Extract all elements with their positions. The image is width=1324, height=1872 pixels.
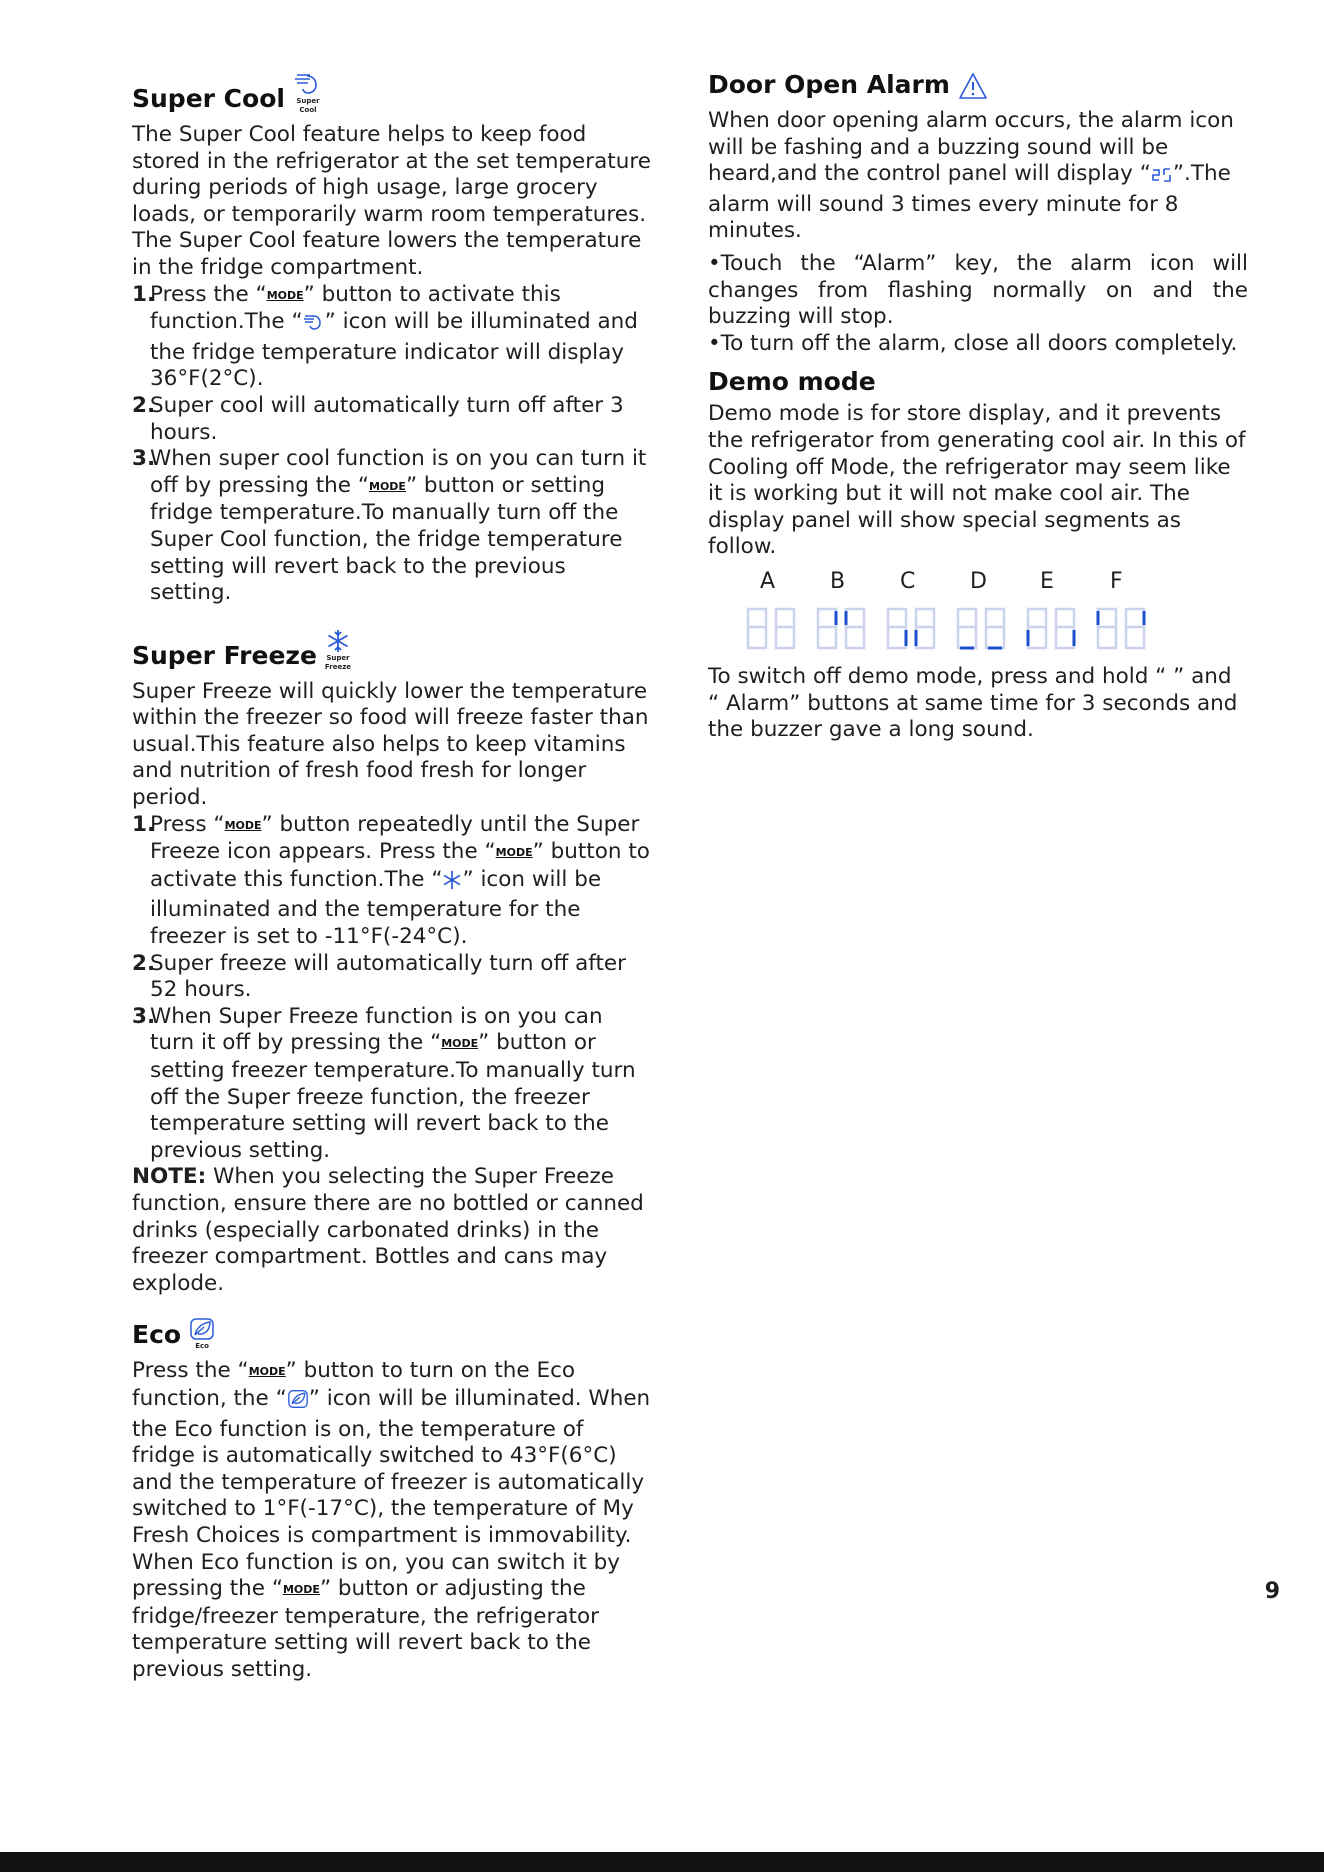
step-text: ” icon will be illuminated and the temperature for the freezer is set to -11°F(-24°C).	[150, 866, 602, 950]
door-open-alarm-section	[708, 70, 1248, 357]
super-freeze-title: Super Freeze	[132, 640, 317, 670]
step-text: ” button to activate this function.The “	[150, 281, 561, 335]
segment-display-d	[954, 606, 1010, 652]
super-cool-icon	[293, 70, 323, 114]
segment-display-a	[744, 606, 800, 652]
step-text: ” button or setting freezer temperature.To manually turn off the Super freeze function, the freezer temperature setting will revert back to the previous setting.	[150, 1030, 636, 1163]
step-number: 3.	[132, 1003, 156, 1029]
eco-icon-label: Eco	[195, 1342, 209, 1351]
super-freeze-note	[132, 1164, 652, 1297]
segment-display-e	[1024, 606, 1080, 652]
super-cool-icon-label-bottom: Cool	[299, 106, 317, 114]
eco-text: ” icon will be illuminated. When the Eco function is on, the temperature of fridge is automatically switched to 43°F(6°C) and the temperature of freezer is automatically switched to 1°F(-17°C), the temperature of My Fresh Choices is compartment is immovability. When Eco function is on, you can switch it by pressing the “	[132, 1385, 651, 1602]
segment-letter-a: A	[760, 568, 776, 594]
eco-text: ” button to turn on the Eco function, the “	[132, 1358, 576, 1411]
step-text: ” button to activate this function.The “	[150, 839, 650, 892]
door-alarm-text: ”.The alarm will sound 3 times every minute for 8 minutes.	[708, 161, 1231, 244]
mode-button-label: MODE	[266, 288, 304, 302]
door-alarm-paragraph	[708, 108, 1248, 245]
door-alarm-text: When door opening alarm occurs, the alarm icon will be fashing and a buzzing sound will be heard,and the control panel will display “	[708, 108, 1234, 187]
step-text: ” icon will be illuminated and the fridge temperature indicator will display 36°F(2°C).	[150, 309, 638, 392]
demo-mode-exit-paragraph: To switch off demo mode, press and hold “ ” and “ Alarm” buttons at same time for 3 seconds and the buzzer gave a long sound.	[708, 663, 1238, 743]
left-column	[132, 70, 652, 1683]
mode-button-label: MODE	[441, 1037, 479, 1051]
super-cool-step-3	[132, 446, 652, 607]
super-freeze-icon-label-top: Super	[326, 653, 350, 662]
super-cool-icon-label-top: Super	[296, 97, 320, 105]
super-cool-intro-1: The Super Cool feature helps to keep food stored in the refrigerator at the set temperature during periods of high usage, large grocery loads, or temporarily warm room temperatures.	[132, 122, 651, 227]
eco-text: ” button or adjusting the fridge/freezer temperature, the refrigerator temperature setting will revert back to the previous setting.	[132, 1576, 599, 1682]
eco-inline-icon	[287, 1389, 309, 1417]
door-open-alarm-heading	[708, 70, 1248, 100]
super-freeze-step-2	[132, 951, 652, 1004]
super-cool-title: Super Cool	[132, 84, 285, 113]
segment-display-c	[884, 606, 940, 652]
mode-button-label: MODE	[224, 818, 262, 832]
super-cool-step-1	[132, 282, 652, 393]
step-text: When Super Freeze function is on you can turn it off by pressing the “	[150, 1003, 603, 1056]
step-text: ” button or setting fridge temperature.To manually turn off the Super Cool function, the fridge temperature setting will revert back to the previous setting.	[150, 472, 623, 606]
super-freeze-step-1	[132, 812, 652, 951]
snowflake-icon	[325, 629, 351, 671]
step-text: ” button repeatedly until the Super Freeze icon appears. Press the “	[150, 811, 640, 865]
segment-letter-c: C	[900, 568, 916, 594]
eco-paragraph	[132, 1358, 652, 1683]
super-freeze-heading	[132, 629, 652, 671]
segment-letters	[760, 569, 1248, 594]
step-text: Super cool will automatically turn off after 3 hours.	[150, 392, 624, 445]
segment-display-f	[1094, 606, 1150, 652]
note-label: NOTE:	[132, 1164, 207, 1190]
step-text: Press the “	[150, 281, 267, 307]
segment-display-b	[814, 606, 870, 652]
demo-mode-section	[708, 367, 1248, 743]
segment-letter-b: B	[830, 568, 846, 594]
super-cool-heading	[132, 70, 652, 114]
segment-letter-f: F	[1110, 568, 1123, 594]
step-text: Super freeze will automatically turn off after 52 hours.	[150, 950, 626, 1003]
super-cool-inline-icon	[303, 312, 325, 340]
alarm-display-segment-icon	[1151, 165, 1173, 192]
super-freeze-section	[132, 629, 652, 1298]
super-cool-section	[132, 70, 652, 607]
step-number: 1.	[132, 281, 156, 307]
step-number: 3.	[132, 446, 156, 472]
note-text: When you selecting the Super Freeze function, ensure there are no bottled or canned drinks (especially carbonated drinks) in the freezer compartment. Bottles and cans may explode.	[132, 1164, 644, 1296]
mode-button-label: MODE	[248, 1365, 286, 1379]
warning-triangle-icon	[958, 72, 988, 100]
segment-letter-e: E	[1040, 568, 1054, 594]
step-number: 1.	[132, 811, 156, 837]
super-freeze-icon-label-bottom: Freeze	[324, 662, 352, 671]
door-alarm-bullet-1: •Touch the “Alarm” key, the alarm icon will changes from flashing normally on and the buzzing will stop.	[708, 250, 1248, 330]
door-open-alarm-title: Door Open Alarm	[708, 70, 950, 99]
super-cool-step-2	[132, 393, 652, 446]
eco-title: Eco	[132, 1320, 182, 1350]
mode-button-label: MODE	[282, 1583, 320, 1597]
demo-mode-title: Demo mode	[708, 367, 876, 397]
eco-text: Press the “	[132, 1358, 249, 1384]
right-column	[708, 70, 1248, 744]
demo-mode-paragraph: Demo mode is for store display, and it prevents the refrigerator from generating cool air. In this of Cooling off Mode, the refrigerator may seem like it is working but it will not make cool air. The display panel will show special segments as follow.	[708, 401, 1246, 560]
page-number: 9	[1264, 1579, 1280, 1604]
eco-section	[132, 1317, 652, 1683]
mode-button-label: MODE	[369, 479, 406, 493]
segment-letter-d: D	[970, 568, 987, 594]
eco-leaf-icon	[189, 1317, 215, 1350]
demo-segment-displays	[744, 606, 1248, 652]
super-freeze-intro: Super Freeze will quickly lower the temperature within the freezer so food will freeze faster than usual.This feature also helps to keep vitamins and nutrition of fresh food fresh for longer period.	[132, 678, 649, 811]
snowflake-inline-icon	[442, 870, 462, 898]
step-number: 2.	[132, 392, 156, 418]
step-text: Press “	[150, 811, 225, 837]
mode-button-label: MODE	[495, 846, 533, 860]
door-alarm-bullet-2: •To turn off the alarm, close all doors completely.	[708, 330, 1238, 356]
step-number: 2.	[132, 950, 156, 976]
step-text: When super cool function is on you can turn it off by pressing the “	[150, 446, 647, 498]
super-cool-intro-2: The Super Cool feature lowers the temperature in the fridge compartment.	[132, 228, 642, 280]
super-freeze-step-3	[132, 1004, 652, 1165]
eco-heading	[132, 1317, 652, 1350]
footer-bar	[0, 1852, 1324, 1872]
